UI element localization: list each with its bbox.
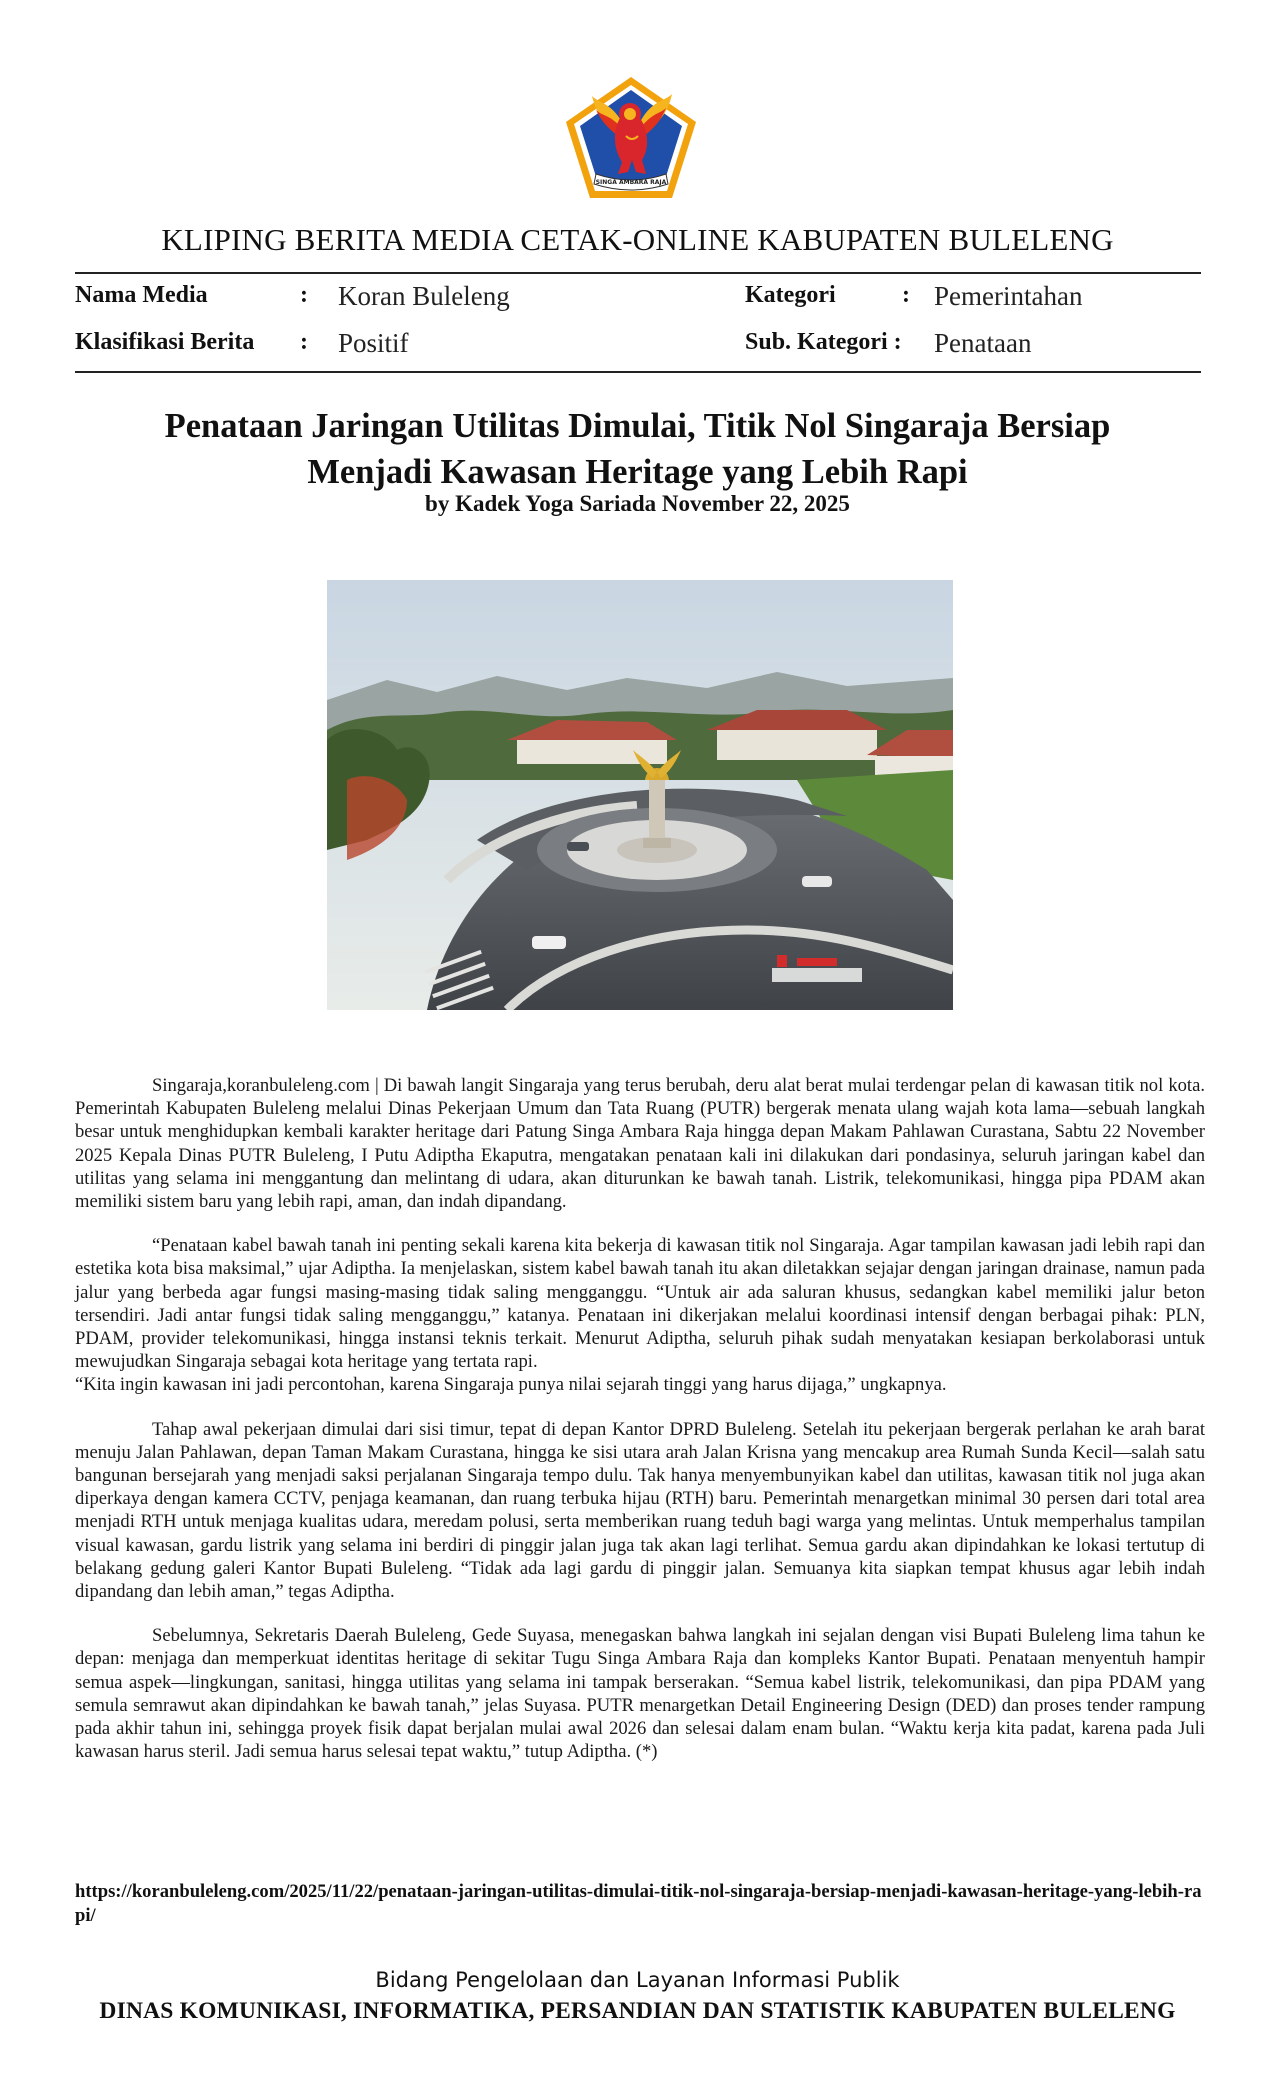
logo-ribbon-text: SINGA AMBARA RAJA [595, 179, 667, 186]
classification-colon: : [300, 329, 308, 355]
footer-organization: DINAS KOMUNIKASI, INFORMATIKA, PERSANDIAN DAN STATISTIK KABUPATEN BULELENG [99, 1998, 1176, 2024]
document-title: KLIPING BERITA MEDIA CETAK-ONLINE KABUPATEN BULELENG [161, 222, 1114, 257]
media-label: Nama Media [75, 282, 208, 308]
header-bottom-rule [75, 371, 1201, 373]
article-body [75, 1074, 1205, 1784]
paragraph-2-quote: “Kita ingin kawasan ini jadi percontohan, karena Singaraja punya nilai sejarah tinggi yang harus dijaga,” ungkapnya. [75, 1374, 947, 1396]
paragraph-3: Tahap awal pekerjaan dimulai dari sisi timur, tepat di depan Kantor DPRD Buleleng. Setelah itu pekerjaan bergerak perlahan ke arah barat menuju Jalan Pahlawan, depan Taman Makam Curastana, hingga ke sisi utara arah Jalan Krisna yang mencakup area Rumah Sunda Kecil—salah satu bangunan bersejarah yang menjadi saksi perjalanan Singaraja tempo dulu. Tak hanya menyembunyikan kabel dan utilitas, kawasan titik nol juga akan diperkaya dengan kamera CCTV, penjaga keamanan, dan ruang terbuka hijau (RTH) baru. Pemerintah menargetkan minimal 30 persen dari total area menjadi RTH untuk menjaga kualitas udara, meredam polusi, serta memberikan ruang teduh bagi warga yang melintas. Untuk memperhalus tampilan visual kawasan, gardu listrik yang selama ini berdiri di pinggir jalan juga tak akan lagi terlihat. Semua gardu akan dipindahkan ke lokasi tertutup di belakang gedung galeri Kantor Bupati Buleleng. “Tidak ada lagi gardu di pinggir jalan. Semuanya kita siapkan tempat khusus agar lebih indah dipandang dan lebih aman,” tegas Adiptha. [75, 1418, 1205, 1603]
header-top-rule [75, 272, 1201, 274]
paragraph-2: “Penataan kabel bawah tanah ini penting sekali karena kita bekerja di kawasan titik nol Singaraja. Agar tampilan kawasan jadi lebih rapi dan estetika kota bisa maksimal,” ujar Adiptha. Ia menjelaskan, sistem kabel bawah tanah itu akan diletakkan sejajar dengan jaringan drainase, namun pada jalur yang berbeda agar fungsi masing-masing tidak saling mengganggu. “Untuk air ada saluran khusus, sedangkan kabel memiliki jalur beton tersendiri. Jadi antar fungsi tidak saling mengganggu,” katanya. Penataan ini dikerjakan melalui koordinasi intensif dengan berbagai pihak: PLN, PDAM, provider telekomunikasi, hingga instansi teknis terkait. Menurut Adiptha, seluruh pihak sudah menyatakan kesiapan berkolaborasi untuk mewujudkan Singaraja sebagai kota heritage yang tertata rapi. [75, 1235, 1205, 1373]
subcategory-label: Sub. Kategori : [745, 329, 902, 355]
category-colon: : [902, 282, 910, 308]
article-headline: Penataan Jaringan Utilitas Dimulai, Titik Nol Singaraja Bersiap Menjadi Kawasan Heritage yang Lebih Rapi [164, 407, 1111, 491]
paragraph-4: Sebelumnya, Sekretaris Daerah Buleleng, Gede Suyasa, menegaskan bahwa langkah ini sejalan dengan visi Bupati Buleleng lima tahun ke depan: menjaga dan memperkuat identitas heritage di sekitar Tugu Singa Ambara Raja dan kompleks Kantor Bupati. Penataan menyentuh hampir semua aspek—lingkungan, sanitasi, hingga utilitas yang selama ini tampak berserakan. “Semua kabel listrik, telekomunikasi, dan pipa PDAM yang semula semrawut akan dipindahkan ke bawah tanah,” jelas Suyasa. PUTR menargetkan Detail Engineering Design (DED) dan proses tender rampung pada akhir tahun ini, sehingga proyek fisik dapat berjalan mulai awal 2026 dan selesai dalam enam bulan. “Waktu kerja kita padat, karena pada Juli kawasan harus steril. Jadi semua harus selesai tepat waktu,” tutup Adiptha. (*) [75, 1625, 1205, 1763]
subcategory-value: Penataan [934, 328, 1032, 358]
singa-ambara-raja-logo [562, 74, 700, 202]
article-byline: by Kadek Yoga Sariada November 22, 2025 [425, 491, 850, 516]
classification-value: Positif [338, 328, 409, 358]
source-url-link[interactable]: https://koranbuleleng.com/2025/11/22/penataan-jaringan-utilitas-dimulai-titik-nol-singaraja-bersiap-menjadi-kawasan-heritage-yang-lebih-rapi/ [75, 1881, 1202, 1926]
media-value: Koran Buleleng [338, 281, 510, 311]
paragraph-1: Singaraja,koranbuleleng.com | Di bawah langit Singaraja yang terus berubah, deru alat berat mulai terdengar pelan di kawasan titik nol kota. Pemerintah Kabupaten Buleleng melalui Dinas Pekerjaan Umum dan Tata Ruang (PUTR) bergerak menata ulang wajah kota lama—sebuah langkah besar untuk menghidupkan kembali karakter heritage dari Patung Singa Ambara Raja hingga depan Makam Pahlawan Curastana, Sabtu 22 November 2025 Kepala Dinas PUTR Buleleng, I Putu Adiptha Ekaputra, mengatakan penataan kali ini dilakukan dari pondasinya, seluruh jaringan kabel dan utilitas yang selama ini menggantung dan melintang di udara, akan diturunkan ke bawah tanah. Listrik, telekomunikasi, hingga pipa PDAM akan memiliki sistem baru yang lebih rapi, aman, dan indah dipandang. [75, 1075, 1205, 1213]
category-value: Pemerintahan [934, 281, 1083, 311]
article-photo [327, 580, 953, 1010]
media-colon: : [300, 282, 308, 308]
footer-unit-name: Bidang Pengelolaan dan Layanan Informasi Publik [375, 1968, 900, 1992]
category-label: Kategori [745, 282, 836, 308]
classification-label: Klasifikasi Berita [75, 329, 255, 355]
